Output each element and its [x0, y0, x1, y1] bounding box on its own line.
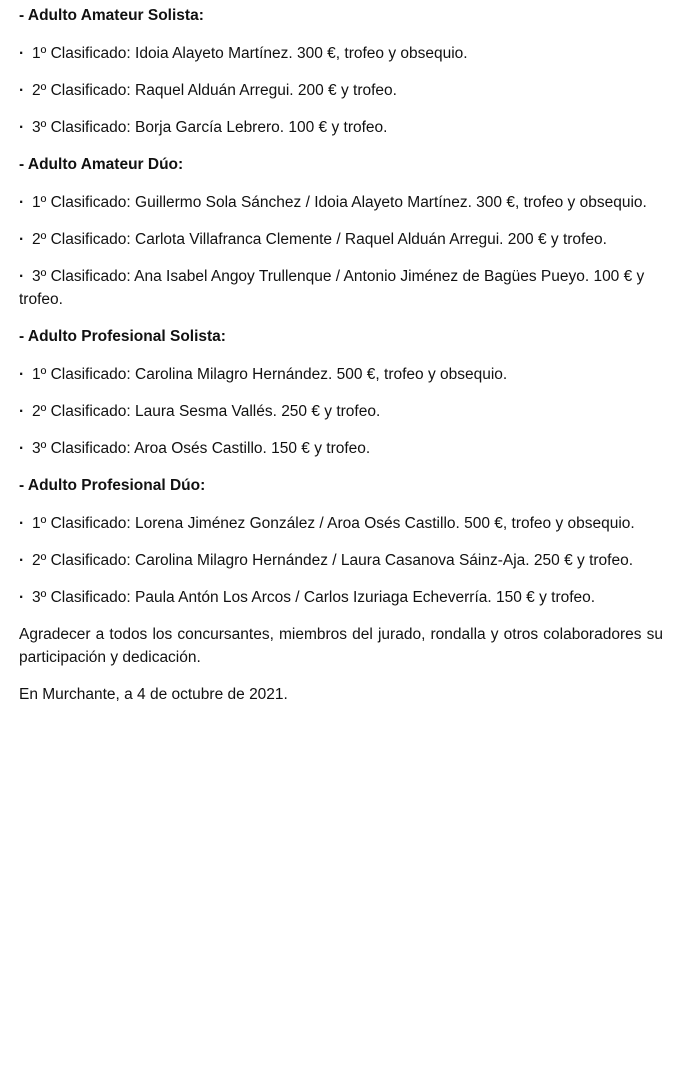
- item-text: 1º Clasificado: Guillermo Sola Sánchez / Idoia Alayeto Martínez. 300 €, trofeo y obsequio.: [32, 194, 647, 211]
- list-item: [19, 265, 663, 311]
- item-text: 3º Clasificado: Ana Isabel Angoy Trullenque / Antonio Jiménez de Bagües Pueyo. 100 € y trofeo.: [19, 268, 645, 308]
- list-item: [19, 116, 663, 139]
- bullet-icon: ·: [19, 82, 25, 99]
- section-adulto-amateur-solista: [19, 4, 663, 139]
- section-title: - Adulto Amateur Solista:: [19, 7, 204, 24]
- section-title: - Adulto Amateur Dúo:: [19, 156, 184, 173]
- section-title: - Adulto Profesional Dúo:: [19, 477, 206, 494]
- section-title: - Adulto Profesional Solista:: [19, 328, 226, 345]
- item-text: 3º Clasificado: Borja García Lebrero. 100 € y trofeo.: [32, 119, 388, 136]
- bullet-icon: ·: [19, 119, 25, 136]
- item-text: 3º Clasificado: Aroa Osés Castillo. 150 € y trofeo.: [32, 440, 371, 457]
- closing-paragraph: Agradecer a todos los concursantes, miembros del jurado, rondalla y otros colaboradores su participación y dedicación.: [19, 626, 663, 666]
- bullet-icon: ·: [19, 366, 25, 383]
- list-item: [19, 363, 663, 386]
- bullet-icon: ·: [19, 268, 25, 285]
- item-text: 1º Clasificado: Lorena Jiménez González / Aroa Osés Castillo. 500 €, trofeo y obsequio.: [32, 515, 635, 532]
- item-text: 2º Clasificado: Carolina Milagro Hernández / Laura Casanova Sáinz-Aja. 250 € y trofeo.: [32, 552, 634, 569]
- list-item: [19, 437, 663, 460]
- bullet-icon: ·: [19, 515, 25, 532]
- list-item: [19, 512, 663, 535]
- section-adulto-profesional-duo: [19, 474, 663, 609]
- item-text: 1º Clasificado: Idoia Alayeto Martínez. 300 €, trofeo y obsequio.: [32, 45, 468, 62]
- bullet-icon: ·: [19, 231, 25, 248]
- bullet-icon: ·: [19, 403, 25, 420]
- list-item: [19, 549, 663, 572]
- section-adulto-profesional-solista: [19, 325, 663, 460]
- list-item: [19, 586, 663, 609]
- item-text: 1º Clasificado: Carolina Milagro Hernández. 500 €, trofeo y obsequio.: [32, 366, 508, 383]
- item-text: 2º Clasificado: Laura Sesma Vallés. 250 € y trofeo.: [32, 403, 381, 420]
- bullet-icon: ·: [19, 589, 25, 606]
- item-text: 2º Clasificado: Carlota Villafranca Clemente / Raquel Alduán Arregui. 200 € y trofeo.: [32, 231, 607, 248]
- list-item: [19, 79, 663, 102]
- list-item: [19, 191, 663, 214]
- section-adulto-amateur-duo: [19, 153, 663, 311]
- bullet-icon: ·: [19, 552, 25, 569]
- list-item: [19, 400, 663, 423]
- bullet-icon: ·: [19, 45, 25, 62]
- item-text: 3º Clasificado: Paula Antón Los Arcos / Carlos Izuriaga Echeverría. 150 € y trofeo.: [32, 589, 596, 606]
- bullet-icon: ·: [19, 194, 25, 211]
- bullet-icon: ·: [19, 440, 25, 457]
- list-item: [19, 42, 663, 65]
- list-item: [19, 228, 663, 251]
- item-text: 2º Clasificado: Raquel Alduán Arregui. 200 € y trofeo.: [32, 82, 397, 99]
- signature-line: En Murchante, a 4 de octubre de 2021.: [19, 686, 288, 703]
